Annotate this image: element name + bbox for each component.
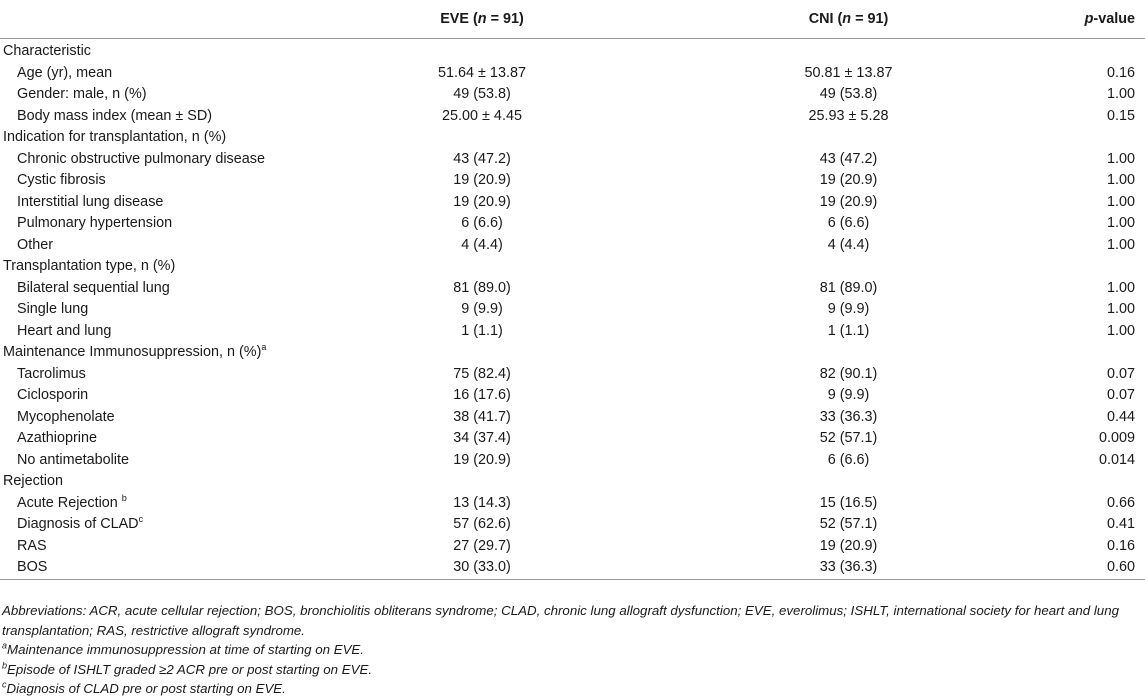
footnote-abbreviations: Abbreviations: ACR, acute cellular rejection; BOS, bronchiolitis obliterans syndrome; CLAD, chronic lung allograft dysfunction; EVE, everolimus; ISHLT, international society for heart and lung transplantation; RAS, restrictive allograft syndrome. (2, 603, 1119, 638)
row-label-text: Ciclosporin (17, 387, 89, 403)
p-value: 1.00 (1106, 279, 1135, 296)
table-row (0, 407, 1145, 429)
cni-value: 15 (16.5) (819, 494, 878, 511)
section-label-text: Maintenance Immunosuppression, n (%) (3, 344, 262, 360)
table-row (0, 63, 1145, 85)
cni-value: 52 (57.1) (819, 516, 878, 532)
eve-value: 38 (41.7) (453, 408, 511, 425)
eve-value: 75 (82.4) (453, 365, 511, 382)
eve-value: 6 (6.6) (461, 215, 503, 231)
row-label-text: Gender: male, n (%) (17, 86, 147, 102)
p-value: 0.15 (1106, 107, 1135, 124)
p-value: 1.00 (1106, 86, 1135, 102)
section-label (0, 127, 1145, 149)
table-footnotes (2, 601, 1140, 699)
row-label-text: Single lung (17, 301, 89, 317)
section-label (0, 256, 1145, 278)
row-label-text: Cystic fibrosis (17, 172, 106, 188)
eve-value: 19 (20.9) (453, 193, 511, 210)
eve-value: 13 (14.3) (453, 494, 511, 511)
section-row (0, 342, 1145, 364)
p-value: 0.16 (1106, 537, 1135, 554)
row-label (0, 84, 262, 106)
table-row (0, 450, 1145, 472)
row-label (0, 170, 262, 192)
row-label (0, 278, 262, 300)
p-value: 1.00 (1106, 150, 1135, 167)
row-label-text: Azathioprine (17, 430, 97, 446)
eve-value: 43 (47.2) (453, 150, 511, 167)
row-label (0, 407, 262, 429)
p-value: 1.00 (1106, 322, 1135, 339)
cni-value: 4 (4.4) (827, 236, 870, 253)
section-label-text: Indication for transplantation, n (%) (3, 129, 227, 145)
p-value: 0.66 (1106, 494, 1135, 511)
row-label (0, 192, 262, 214)
eve-value: 9 (9.9) (461, 301, 503, 317)
row-label-text: BOS (17, 559, 48, 575)
eve-value: 49 (53.8) (453, 86, 511, 102)
p-value: 0.07 (1106, 365, 1135, 382)
header-eve: EVE (n = 91) (262, 0, 702, 39)
p-value: 0.16 (1106, 64, 1135, 81)
cni-value: 19 (20.9) (819, 537, 878, 554)
row-label (0, 364, 262, 386)
table-row (0, 514, 1145, 536)
row-label-text: No antimetabolite (17, 451, 129, 468)
p-value: 0.009 (1098, 430, 1135, 446)
eve-value: 30 (33.0) (262, 557, 702, 579)
table-row (0, 536, 1145, 558)
row-label-text: Mycophenolate (17, 408, 115, 425)
p-value: 0.44 (1106, 408, 1135, 425)
eve-value: 25.00 ± 4.45 (442, 107, 522, 124)
table-row (0, 149, 1145, 171)
table-row (0, 321, 1145, 343)
table-row (0, 235, 1145, 257)
section-label-text: Characteristic (3, 43, 91, 59)
section-label (0, 471, 1145, 493)
section-row (0, 39, 1145, 63)
row-label-text: Diagnosis of CLAD (17, 516, 139, 532)
p-value: 0.014 (1098, 451, 1135, 468)
row-label-text: Bilateral sequential lung (17, 279, 170, 296)
p-value: 1.00 (1106, 301, 1135, 317)
eve-value: 34 (37.4) (453, 430, 511, 446)
cni-value: 33 (36.3) (819, 408, 878, 425)
row-label (0, 493, 262, 515)
row-label-text: Tacrolimus (17, 365, 86, 382)
section-label (0, 342, 1145, 364)
row-label (0, 514, 262, 536)
table-row (0, 213, 1145, 235)
row-label (0, 63, 262, 85)
eve-value: 19 (20.9) (453, 451, 511, 468)
row-label (0, 235, 262, 257)
row-label (0, 149, 265, 171)
table-row (0, 106, 1145, 128)
header-p-value: p-value (995, 0, 1145, 39)
row-label-text: Pulmonary hypertension (17, 215, 173, 231)
header-cni: CNI (n = 91) (702, 0, 995, 39)
p-value: 1.00 (1106, 236, 1135, 253)
row-label-text: Other (17, 236, 53, 253)
table-row (0, 364, 1145, 386)
row-label-text: RAS (17, 537, 47, 554)
row-label (0, 321, 262, 343)
eve-value: 27 (29.7) (453, 537, 511, 554)
eve-value: 81 (89.0) (453, 279, 511, 296)
row-label (0, 106, 262, 128)
eve-value: 16 (17.6) (453, 387, 511, 403)
cni-value: 52 (57.1) (819, 430, 878, 446)
row-label (0, 385, 262, 407)
section-row (0, 256, 1145, 278)
footnote-b: $^b$Episode of ISHLT graded ≥2 ACR pre or post starting on EVE. (2, 660, 373, 677)
row-label (0, 428, 262, 450)
cni-value: 81 (89.0) (819, 279, 878, 296)
row-label-text: Age (yr), mean (17, 64, 113, 81)
table-row (0, 385, 1145, 407)
cni-value: 9 (9.9) (827, 301, 870, 317)
row-label (0, 299, 262, 321)
row-label-text: Heart and lung (17, 322, 112, 339)
section-label (0, 39, 1145, 63)
p-value: 1.00 (1106, 215, 1135, 231)
cni-value: 43 (47.2) (819, 150, 878, 167)
row-label-text: Acute Rejection (17, 494, 122, 511)
table-row (0, 493, 1145, 515)
eve-value: 57 (62.6) (453, 516, 511, 532)
table-row (0, 428, 1145, 450)
cni-value: 1 (1.1) (827, 322, 870, 339)
row-label (0, 450, 262, 472)
cni-value: 25.93 ± 5.28 (808, 107, 889, 124)
table-row (0, 299, 1145, 321)
p-value: 1.00 (1106, 193, 1135, 210)
section-row (0, 471, 1145, 493)
cni-value: 82 (90.1) (819, 365, 878, 382)
cni-value: 19 (20.9) (819, 193, 878, 210)
cni-value: 6 (6.6) (827, 451, 870, 468)
table-row (0, 557, 1145, 579)
eve-value: 1 (1.1) (461, 322, 503, 339)
cni-value: 9 (9.9) (827, 387, 870, 403)
table-row (0, 278, 1145, 300)
cni-value: 50.81 ± 13.87 (804, 64, 893, 81)
eve-value: 19 (20.9) (453, 172, 511, 188)
cni-value: 6 (6.6) (827, 215, 870, 231)
table-row (0, 192, 1145, 214)
footnote-mark: a (261, 342, 267, 353)
p-value: 0.41 (1106, 516, 1135, 532)
row-label-text: Body mass index (mean ± SD) (17, 107, 213, 124)
p-value: 0.07 (1106, 387, 1135, 403)
eve-value: 4 (4.4) (461, 236, 503, 253)
footnote-mark: b (121, 492, 127, 503)
footnote-a: $^a$Maintenance immunosuppression at time of starting on EVE. (2, 640, 364, 657)
eve-value: 51.64 ± 13.87 (438, 64, 526, 81)
section-label-text: Transplantation type, n (%) (3, 258, 176, 274)
footnote-mark: c (138, 514, 144, 525)
row-label (0, 557, 262, 579)
section-row (0, 127, 1145, 149)
header-characteristic (0, 0, 262, 39)
cni-value: 49 (53.8) (819, 86, 878, 102)
section-label-text: Rejection (3, 473, 63, 489)
cni-value: 33 (36.3) (702, 557, 995, 579)
row-label-text: Chronic obstructive pulmonary disease (17, 150, 265, 167)
row-label (0, 536, 262, 558)
header-row (0, 0, 1145, 39)
table-row (0, 170, 1145, 192)
footnote-c: $^c$Diagnosis of CLAD pre or post starting on EVE. (2, 679, 286, 696)
row-label (0, 213, 262, 235)
p-value: 1.00 (1106, 172, 1135, 188)
p-value: 0.60 (995, 557, 1145, 579)
table-row (0, 84, 1145, 106)
row-label-text: Interstitial lung disease (17, 193, 164, 210)
cni-value: 19 (20.9) (819, 172, 878, 188)
